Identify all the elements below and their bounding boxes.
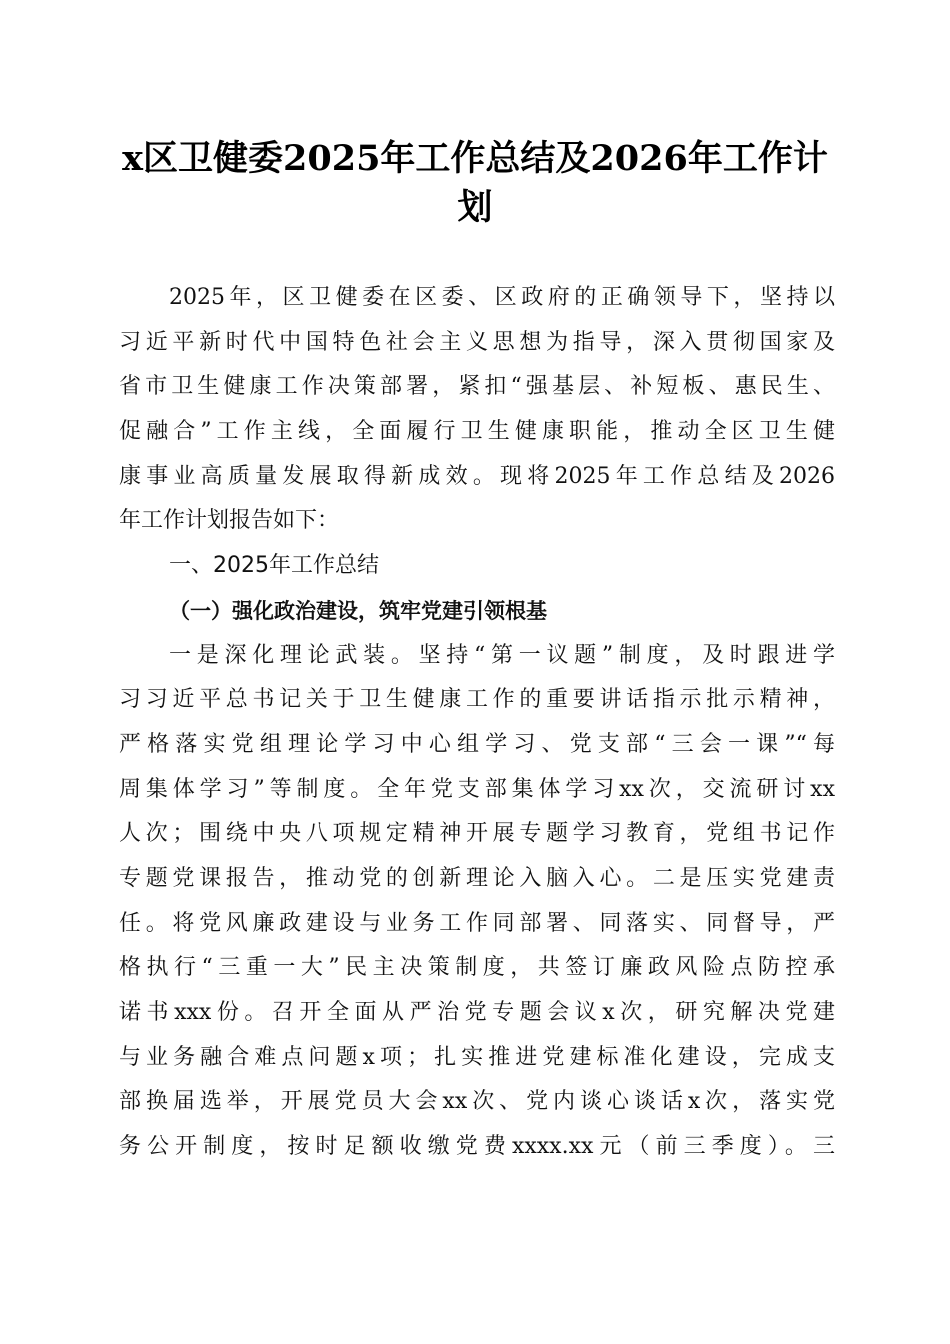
body-paragraph-line: 一是深化理论武装。坚持“第一议题”制度，及时跟进学 bbox=[169, 642, 835, 668]
body-paragraph-line: 习习近平总书记关于卫生健康工作的重要讲话指示批示精神， bbox=[119, 687, 835, 713]
body-paragraph-line: 务公开制度，按时足额收缴党费xxxx.xx元（前三季度）。三 bbox=[119, 1134, 835, 1160]
body-paragraph-line: 诺书xxx份。召开全面从严治党专题会议x次，研究解决党建 bbox=[119, 1000, 835, 1025]
body-paragraph-line: 人次；围绕中央八项规定精神开展专题学习教育，党组书记作 bbox=[119, 821, 835, 847]
intro-paragraph-line: 年工作计划报告如下： bbox=[119, 508, 340, 534]
subsection-heading: （一）强化政治建设，筑牢党建引领根基 bbox=[169, 598, 547, 623]
title-line: x区卫健委2025年工作总结及2026年工作计 bbox=[122, 138, 828, 179]
intro-paragraph-line: 2025年，区卫健委在区委、区政府的正确领导下，坚持以 bbox=[169, 285, 835, 310]
document-title bbox=[110, 134, 840, 232]
body-paragraph-line: 任。将党风廉政建设与业务工作同部署、同落实、同督导，严 bbox=[119, 910, 835, 936]
body-paragraph-line: 专题党课报告，推动党的创新理论入脑入心。二是压实党建责 bbox=[119, 865, 835, 891]
body-paragraph-line: 格执行“三重一大”民主决策制度，共签订廉政风险点防控承 bbox=[119, 955, 835, 981]
body-paragraph-line: 周集体学习”等制度。全年党支部集体学习xx次，交流研讨xx bbox=[119, 776, 835, 802]
section-heading: 一、2025年工作总结 bbox=[169, 553, 379, 579]
intro-paragraph-line: 促融合”工作主线，全面履行卫生健康职能，推动全区卫生健 bbox=[119, 419, 835, 445]
document-body bbox=[119, 280, 835, 1174]
intro-paragraph-line: 省市卫生健康工作决策部署，紧扣“强基层、补短板、惠民生、 bbox=[119, 374, 835, 400]
intro-paragraph-line: 习近平新时代中国特色社会主义思想为指导，深入贯彻国家及 bbox=[119, 329, 835, 355]
body-paragraph-line: 严格落实党组理论学习中心组学习、党支部“三会一课”“每 bbox=[119, 731, 835, 757]
body-paragraph-line: 部换届选举，开展党员大会xx次、党内谈心谈话x次，落实党 bbox=[119, 1089, 835, 1115]
body-paragraph-line: 与业务融合难点问题x项；扎实推进党建标准化建设，完成支 bbox=[119, 1044, 835, 1070]
intro-paragraph-line: 康事业高质量发展取得新成效。现将2025年工作总结及2026 bbox=[119, 463, 835, 489]
title-line: 划 bbox=[457, 187, 493, 228]
